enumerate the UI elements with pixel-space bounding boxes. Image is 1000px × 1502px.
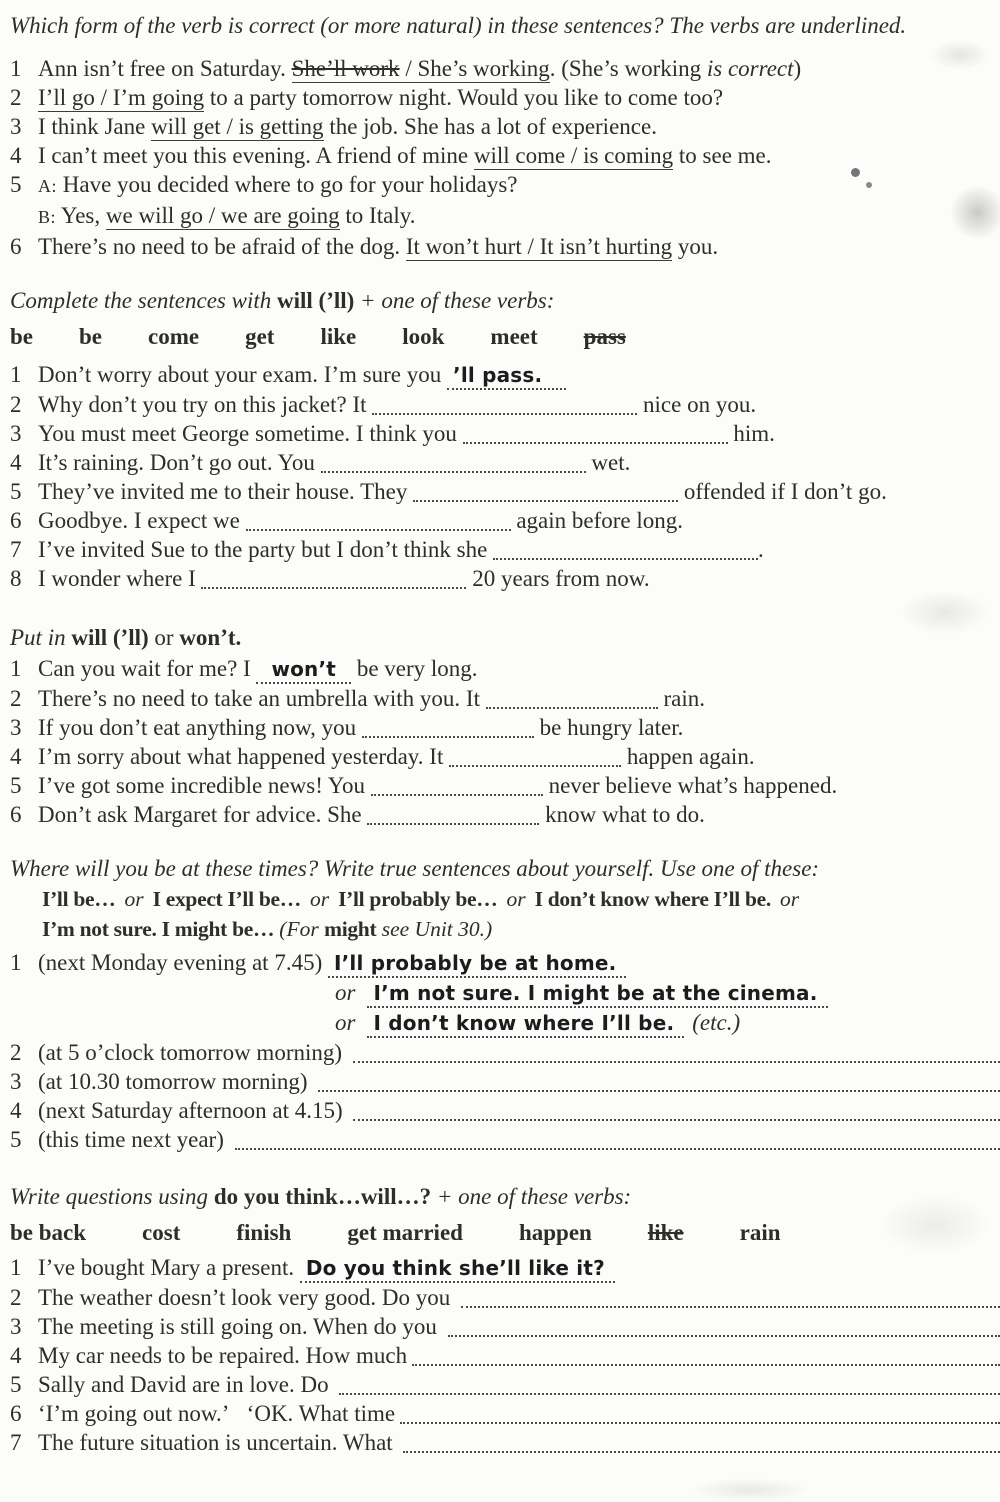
sentence-text: I’ve invited Sue to the party but I don’t think she [38, 537, 494, 562]
word-bank-word: look [402, 324, 445, 349]
exercise-2-item-1 [10, 360, 1000, 390]
answer-blank [400, 1418, 1000, 1424]
exercise-complete-with-will [10, 285, 1000, 593]
sentence-text: Ann isn’t free on Saturday. [38, 56, 292, 81]
sentence-text: nice on you. [637, 392, 757, 417]
sentence-text: Don’t worry about your exam. I’m sure you [38, 362, 448, 387]
sentence [38, 1370, 1000, 1399]
underlined-choices: will get / is getting [151, 114, 324, 139]
sentence [38, 684, 1000, 713]
alt-answer [10, 978, 1000, 1008]
handwritten-answer: I don’t know where I’ll be. [367, 1011, 684, 1038]
exercise-4-blank-items [10, 1038, 1000, 1154]
exercise-4-item-3 [10, 1067, 1000, 1096]
speaker-label: A: [38, 176, 57, 196]
answer-blank [448, 1331, 1000, 1337]
answer-blank [353, 1115, 1000, 1121]
word-bank-word: like [320, 324, 357, 349]
starter-option: I expect I’ll be… [152, 887, 301, 911]
exercise-5-item-6 [10, 1399, 1000, 1428]
or-connector: or [124, 887, 144, 911]
exercise-1-items [10, 54, 1000, 261]
sentence [38, 232, 1000, 261]
sentence [38, 54, 1000, 83]
exercise-2-item-4 [10, 448, 1000, 477]
exercise-2-item-3 [10, 419, 1000, 448]
sentence [38, 506, 1000, 535]
item-number: 3 [10, 421, 22, 446]
answer-blank [201, 583, 466, 589]
item-number: 3 [10, 715, 22, 740]
time-prompt: (at 5 o’clock tomorrow morning) [38, 1040, 348, 1065]
scan-noise-smudge [690, 1478, 810, 1502]
underlined-choices: I’ll go / I’m going [38, 85, 205, 110]
item-number: 3 [10, 1069, 22, 1094]
sentence-text: offended if I don’t go. [678, 479, 887, 504]
sentence-text: I’ve bought Mary a present. [38, 1255, 300, 1280]
exercise-4-item-1 [10, 948, 1000, 978]
item-number: 4 [10, 143, 22, 168]
time-prompt: (next Saturday afternoon at 4.15) [38, 1098, 349, 1123]
sentence [38, 477, 1000, 506]
exercise-3-instruction [10, 622, 968, 653]
item-number: 1 [10, 656, 22, 681]
word-bank-word: be [10, 324, 33, 349]
answer-blank [318, 1086, 1000, 1092]
exercise-5-item-5 [10, 1370, 1000, 1399]
sentence [38, 771, 1000, 800]
instruction-text: or [148, 625, 180, 650]
sentence-text: You must meet George sometime. I think you [38, 421, 463, 446]
sentence-text: be hungry later. [533, 715, 684, 740]
word-bank-word: be back [10, 1220, 87, 1245]
sentence-text: Can you wait for me? I [38, 656, 257, 681]
instruction-italic: Complete the sentences with [10, 288, 277, 313]
exercise-1-item-1 [10, 54, 1000, 83]
exercise-2-item-8 [10, 564, 1000, 593]
sentence [38, 1428, 1000, 1457]
item-number: 4 [10, 1343, 22, 1368]
sentence [38, 535, 1000, 564]
sentence-text: They’ve invited me to their house. They [38, 479, 414, 504]
exercise-5-item-4 [10, 1341, 1000, 1370]
instruction-bold: will (’ll) [277, 288, 355, 313]
instruction-bold: will (’ll) [71, 625, 149, 650]
sentence [38, 742, 1000, 771]
sentence-text: you. [672, 234, 719, 259]
time-prompt: (at 10.30 tomorrow morning) [38, 1069, 314, 1094]
sentence [38, 141, 1000, 170]
exercise-4-item-4 [10, 1096, 1000, 1125]
answer-note-italic: is correct [706, 56, 794, 81]
sentence-text: I wonder where I [38, 566, 202, 591]
sentence [38, 448, 1000, 477]
exercise-1-item-6 [10, 232, 1000, 261]
or-connector: or [779, 887, 800, 911]
word-bank [10, 1218, 1000, 1247]
item-number: 4 [10, 450, 22, 475]
word-bank-word: come [148, 324, 200, 349]
sentence-text: again before long. [510, 508, 683, 533]
item-number: 4 [10, 744, 22, 769]
sentence [38, 419, 1000, 448]
exercise-4-item-1-alt-answer-1 [10, 978, 1000, 1008]
word-bank-word: meet [490, 324, 538, 349]
item-number: 5 [10, 1127, 22, 1152]
item-number: 6 [10, 234, 22, 259]
item-number: 1 [10, 950, 22, 975]
sentence-text: the job. She has a lot of experience. [323, 114, 657, 139]
word-bank-word: cost [142, 1220, 181, 1245]
or-connector: or [335, 980, 356, 1005]
exercise-3-item-6 [10, 800, 1000, 829]
sentence-text: I can’t meet you this evening. A friend of mine [38, 143, 474, 168]
exercise-3-item-4 [10, 742, 1000, 771]
sentence-text: Goodbye. I expect we [38, 508, 246, 533]
handwritten-answer: I’ll probably be at home. [328, 951, 626, 978]
sentence-text: be very long. [351, 656, 478, 681]
exercise-4-item-5 [10, 1125, 1000, 1154]
sentence-starters-line-1 [10, 884, 992, 914]
item-number: 3 [10, 1314, 22, 1339]
item-number: 5 [10, 773, 22, 798]
sentence [38, 1067, 1000, 1096]
sentence-text: wet. [585, 450, 631, 475]
exercise-3-item-5 [10, 771, 1000, 800]
speaker-label: B: [38, 207, 57, 227]
exercise-5-item-3 [10, 1312, 1000, 1341]
underlined-choices [292, 56, 550, 83]
item-number: 1 [10, 56, 22, 81]
item-number: 5 [10, 1372, 22, 1397]
starter-option: I’ll be… [42, 887, 116, 911]
sentence [38, 1125, 1000, 1154]
sentence-text: The meeting is still going on. When do you [38, 1314, 443, 1339]
sentence [38, 564, 1000, 593]
instruction-italic: + one of these verbs: [354, 288, 555, 313]
exercise-1-item-4 [10, 141, 1000, 170]
word-bank-word: get married [347, 1220, 463, 1245]
answer-blank [372, 409, 637, 415]
alt-answer [10, 1008, 1000, 1038]
exercise-3-item-2 [10, 684, 1000, 713]
instruction-bold: do you think…will…? [213, 1184, 432, 1209]
item-number: 2 [10, 392, 22, 417]
word-bank-word-crossed-out: like [647, 1220, 684, 1245]
exercise-write-questions [10, 1181, 1000, 1457]
starter-option: I’ll probably be… [338, 887, 498, 911]
word-bank [10, 322, 1000, 351]
underlined-choices: It won’t hurt / It isn’t hurting [405, 234, 673, 259]
word-bank-word-crossed-out: pass [583, 324, 626, 349]
sentence [38, 201, 1000, 232]
exercise-5-item-1 [10, 1253, 1000, 1283]
exercise-1-item-2 [10, 83, 1000, 112]
sentence [38, 83, 1000, 112]
item-number: 2 [10, 1285, 22, 1310]
sentence-text: never believe what’s happened. [542, 773, 838, 798]
sentence-text: . [549, 56, 562, 81]
instruction-bold: won’t. [179, 625, 242, 650]
item-number: 7 [10, 1430, 22, 1455]
correct-choice: / She’s working [399, 56, 550, 81]
exercise-4-item-2 [10, 1038, 1000, 1067]
answer-note: ) [793, 56, 802, 81]
exercise-1-item-5b [10, 201, 1000, 232]
item-number: 3 [10, 114, 22, 139]
sentence [38, 170, 1000, 201]
sentence-text: 20 years from now. [466, 566, 650, 591]
sentence-text: I’ve got some incredible news! You [38, 773, 371, 798]
sentence [38, 1283, 1000, 1312]
answer-blank [371, 790, 543, 796]
item-number: 8 [10, 566, 22, 591]
reference-note: (For [279, 917, 325, 941]
exercise-will-or-wont [10, 622, 1000, 829]
sentence-text: Sally and David are in love. Do [38, 1372, 335, 1397]
sentence [38, 1038, 1000, 1067]
item-number: 7 [10, 537, 22, 562]
item-number: 2 [10, 85, 22, 110]
sentence-text: It’s raining. Don’t go out. You [38, 450, 321, 475]
handwritten-answer: won’t [256, 657, 351, 684]
etc-note: (etc.) [692, 1010, 741, 1035]
starter-option: I don’t know where I’ll be. [534, 887, 771, 911]
sentence-text: rain. [657, 686, 705, 711]
item-number: 1 [10, 362, 22, 387]
answer-blank [461, 1302, 1000, 1308]
answer-blank [235, 1144, 1000, 1150]
exercise-3-items [10, 654, 1000, 829]
exercise-1-instruction: Which form of the verb is correct (or more natural) in these sentences? The verbs are underlined. [10, 13, 907, 38]
item-number: 5 [10, 479, 22, 504]
handwritten-answer: Do you think she’ll like it? [300, 1256, 615, 1283]
or-connector: or [335, 1010, 356, 1035]
sentence-text: to see me. [673, 143, 772, 168]
answer-blank [403, 1447, 1000, 1453]
sentence-text: . [758, 537, 764, 562]
item-number: 2 [10, 1040, 22, 1065]
exercise-4-items [10, 948, 1000, 1154]
sentence [38, 1253, 1000, 1283]
exercise-choose-verb-form [10, 10, 1000, 261]
item-number: 6 [10, 508, 22, 533]
sentence-text: If you don’t eat anything now, you [38, 715, 362, 740]
exercise-2-item-6 [10, 506, 1000, 535]
sentence-text: him. [727, 421, 775, 446]
exercise-1-item-3 [10, 112, 1000, 141]
crossed-out-choice: She’ll work [291, 56, 400, 81]
exercise-2-item-2 [10, 390, 1000, 419]
answer-note: (She’s working [561, 56, 707, 81]
underlined-choices: we will go / we are going [105, 203, 340, 228]
sentence-text: I think Jane [38, 114, 152, 139]
sentence [38, 800, 1000, 829]
handwritten-answer: I’m not sure. I might be at the cinema. [367, 981, 827, 1008]
sentence-text: The weather doesn’t look very good. Do you [38, 1285, 456, 1310]
exercise-2-item-5 [10, 477, 1000, 506]
instruction-italic: Write questions using [10, 1184, 214, 1209]
item-number: 6 [10, 802, 22, 827]
exercise-1-item-5a [10, 170, 1000, 201]
sentence [38, 360, 1000, 390]
exercise-4-instruction: Where will you be at these times? Write true sentences about yourself. Use one of these: [10, 856, 820, 881]
sentence-text: I’m sorry about what happened yesterday. It [38, 744, 450, 769]
sentence-text: My car needs to be repaired. How much [38, 1343, 408, 1368]
answer-blank [367, 819, 539, 825]
answer-blank [413, 496, 678, 502]
sentence [38, 1341, 1000, 1370]
item-number [10, 201, 38, 232]
item-number: 4 [10, 1098, 22, 1123]
or-connector: or [506, 887, 526, 911]
answer-blank [412, 1360, 1000, 1366]
sentence [38, 654, 1000, 684]
instruction-italic: Put in [10, 625, 72, 650]
item-number: 1 [10, 1255, 22, 1280]
sentence-text: The future situation is uncertain. What [38, 1430, 399, 1455]
sentence-text: happen again. [621, 744, 755, 769]
sentence-text: Why don’t you try on this jacket? It [38, 392, 373, 417]
answer-blank [353, 1057, 1000, 1063]
sentence-text: Have you decided where to go for your holidays? [57, 172, 518, 197]
sentence-text: ‘I’m going out now.’ ‘OK. What time [38, 1401, 396, 1426]
starter-option: I’m not sure. I might be… [42, 917, 280, 941]
reference-note: see Unit 30.) [376, 917, 493, 941]
answer-blank [339, 1389, 1000, 1395]
sentence [38, 713, 1000, 742]
item-number: 5 [10, 172, 22, 197]
answer-blank [493, 554, 758, 560]
word-bank-word: rain [739, 1220, 781, 1245]
exercise-2-items [10, 360, 1000, 593]
word-bank-word: finish [236, 1220, 292, 1245]
or-connector: or [309, 887, 330, 911]
sentence [38, 1399, 1000, 1428]
exercise-5-item-2 [10, 1283, 1000, 1312]
answer-blank [321, 467, 586, 473]
reference-keyword: might [324, 917, 377, 941]
sentence [38, 390, 1000, 419]
item-number: 2 [10, 686, 22, 711]
sentence [38, 112, 1000, 141]
exercise-5-items [10, 1253, 1000, 1457]
item-number: 6 [10, 1401, 22, 1426]
exercise-4-item-1-alt-answer-2 [10, 1008, 1000, 1038]
sentence [38, 1312, 1000, 1341]
sentence-starters-line-2 [10, 914, 992, 944]
sentence-text: to a party tomorrow night. Would you like to come too? [204, 85, 724, 110]
exercise-3-item-3 [10, 713, 1000, 742]
answer-blank [246, 525, 511, 531]
instruction-italic: + one of these verbs: [431, 1184, 632, 1209]
exercise-5-item-7 [10, 1428, 1000, 1457]
sentence-text: Don’t ask Margaret for advice. She [38, 802, 368, 827]
sentence [38, 948, 1000, 978]
answer-blank [362, 732, 534, 738]
exercise-5-instruction [10, 1181, 968, 1212]
answer-blank [449, 761, 621, 767]
word-bank-word: happen [518, 1220, 592, 1245]
sentence-text: know what to do. [539, 802, 705, 827]
sentence-text: to Italy. [339, 203, 416, 228]
time-prompt: (next Monday evening at 7.45) [38, 950, 328, 975]
sentence-text: There’s no need to take an umbrella with you. It [38, 686, 486, 711]
exercise-where-will-you-be [10, 853, 1000, 1154]
sentence [38, 1096, 1000, 1125]
sentence-text: Yes, [56, 203, 106, 228]
answer-blank [486, 703, 658, 709]
underlined-choices: will come / is coming [473, 143, 674, 168]
handwritten-answer: ’ll pass. [447, 363, 566, 390]
exercise-2-instruction [10, 285, 968, 316]
exercise-2-item-7 [10, 535, 1000, 564]
word-bank-word: get [245, 324, 275, 349]
time-prompt: (this time next year) [38, 1127, 230, 1152]
sentence-text: There’s no need to be afraid of the dog. [38, 234, 406, 259]
word-bank-word: be [79, 324, 102, 349]
exercise-3-item-1 [10, 654, 1000, 684]
answer-blank [463, 438, 728, 444]
